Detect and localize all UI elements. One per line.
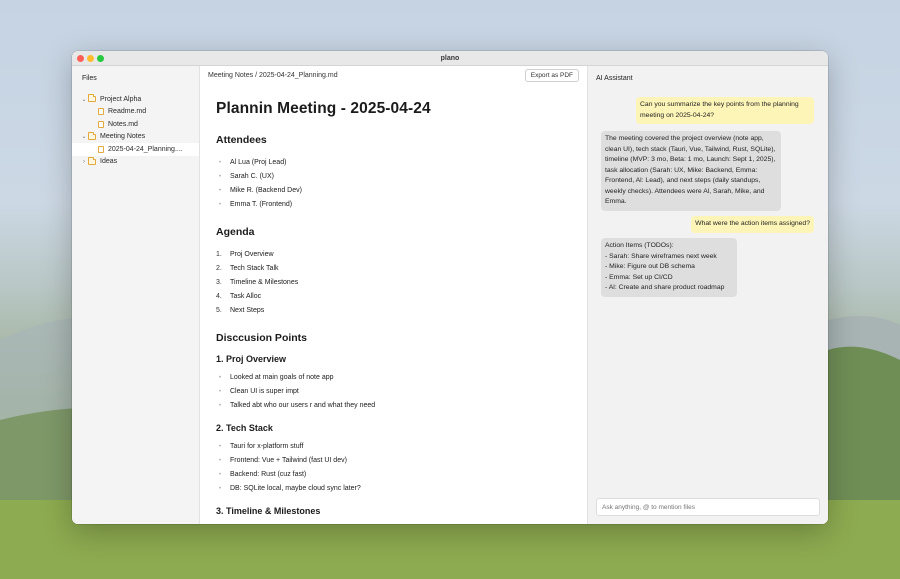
list-item: 4. Task Alloc [216, 293, 262, 300]
agenda-list [216, 248, 571, 318]
tree-item-label: Project Alpha [100, 95, 142, 103]
chat-message-user: What were the action items assigned? [691, 216, 814, 233]
list-item: • Al Lua (Proj Lead) [216, 156, 571, 170]
tree-item-label: Ideas [100, 158, 118, 166]
tech-stack-list [216, 440, 571, 496]
subheading-tech-stack: 2. Tech Stack [216, 423, 273, 433]
message-line: - Al: Create and share product roadmap [605, 284, 725, 291]
subheading-timeline: 3. Timeline & Milestones [216, 506, 321, 516]
file-icon [98, 121, 104, 128]
list-item: 5. Next Steps [216, 307, 265, 314]
tree-item-label: Meeting Notes [100, 133, 146, 141]
chat-message-assistant: The meeting covered the project overview (note app, clean UI), tech stack (Tauri, Vue, Tailwind, Rust, SQLite), timeline (MVP: 3 mo, Beta: 1 mo, Launch: Sept 1, 2025), task allocation (Sarah: UX, Mike: Backend, Emma: Frontend, Al: Lead), and next steps (daily standups, weekly checks). Attendees were Al, Sarah, Mike, and Emma. [601, 131, 781, 211]
file-icon [98, 146, 104, 153]
folder-icon [88, 159, 96, 165]
tree-item-readme[interactable] [72, 106, 199, 119]
window-title: plano [440, 54, 460, 62]
folder-icon [88, 96, 96, 102]
file-sidebar [72, 66, 200, 524]
list-item: • Emma T. (Frontend) [216, 198, 571, 212]
message-line: Action Items (TODOs): [605, 242, 674, 249]
list-item: • Sarah C. (UX) [216, 170, 571, 184]
message-line: - Mike: Figure out DB schema [605, 263, 695, 270]
list-item: 3. Timeline & Milestones [216, 279, 299, 286]
chevron-down-icon[interactable]: ⌄ [81, 134, 87, 141]
folder-icon [88, 134, 96, 140]
proj-overview-list [216, 371, 571, 413]
tree-item-label: Readme.md [108, 108, 147, 116]
file-icon [98, 108, 104, 115]
discussion-heading: Disccusion Points [216, 332, 308, 344]
chat-message-assistant [601, 238, 737, 297]
title-bar [72, 51, 828, 66]
attendees-heading: Attendees [216, 134, 267, 146]
message-line: - Sarah: Share wireframes next week [605, 252, 717, 260]
chat-input[interactable] [596, 498, 820, 516]
breadcrumb[interactable]: Meeting Notes / 2025-04-24_Planning.md [208, 71, 338, 79]
document-content[interactable] [200, 84, 587, 516]
sidebar-header: Files [82, 75, 97, 82]
zoom-window-button[interactable] [97, 55, 104, 62]
app-window [72, 51, 828, 524]
chevron-down-icon[interactable]: ⌄ [81, 96, 87, 103]
list-item: 2. Tech Stack Talk [216, 265, 279, 272]
tree-item-meeting-notes[interactable] [72, 131, 199, 144]
export-pdf-button[interactable]: Export as PDF [525, 69, 579, 82]
editor-toolbar [200, 66, 587, 84]
message-line: - Emma: Set up CI/CD [605, 273, 673, 281]
tree-item-notes[interactable] [72, 118, 199, 131]
list-item: • Frontend: Vue + Tailwind (fast UI dev) [216, 454, 571, 468]
chat-message-user: Can you summarize the key points from the planning meeting on 2025-04-24? [636, 97, 814, 124]
list-item: • Mike R. (Backend Dev) [216, 184, 571, 198]
list-item: • Clean UI is super impt [216, 385, 571, 399]
close-window-button[interactable] [77, 55, 84, 62]
assistant-header: AI Assistant [596, 75, 633, 82]
tree-item-label: Notes.md [108, 120, 138, 128]
list-item: • Looked at main goals of note app [216, 371, 571, 385]
list-item: • Backend: Rust (cuz fast) [216, 468, 571, 482]
tree-item-project-alpha[interactable] [72, 93, 199, 106]
minimize-window-button[interactable] [87, 55, 94, 62]
list-item: • Talked abt who our users r and what they need [216, 399, 571, 413]
tree-item-ideas[interactable] [72, 156, 199, 169]
list-item: 1. Proj Overview [216, 251, 274, 258]
list-item: • DB: SQLite local, maybe cloud sync later? [216, 482, 571, 496]
list-item: • Tauri for x-platform stuff [216, 440, 571, 454]
agenda-heading: Agenda [216, 226, 255, 238]
editor-pane[interactable] [200, 66, 588, 524]
tree-item-planning-file[interactable] [72, 143, 199, 156]
page-title: Plannin Meeting - 2025-04-24 [216, 100, 431, 117]
attendees-list [216, 156, 571, 212]
subheading-proj-overview: 1. Proj Overview [216, 354, 287, 364]
tree-item-label: 2025-04-24_Planning.... [108, 145, 183, 153]
chevron-right-icon[interactable]: › [83, 158, 85, 165]
ai-assistant-panel [588, 66, 828, 524]
